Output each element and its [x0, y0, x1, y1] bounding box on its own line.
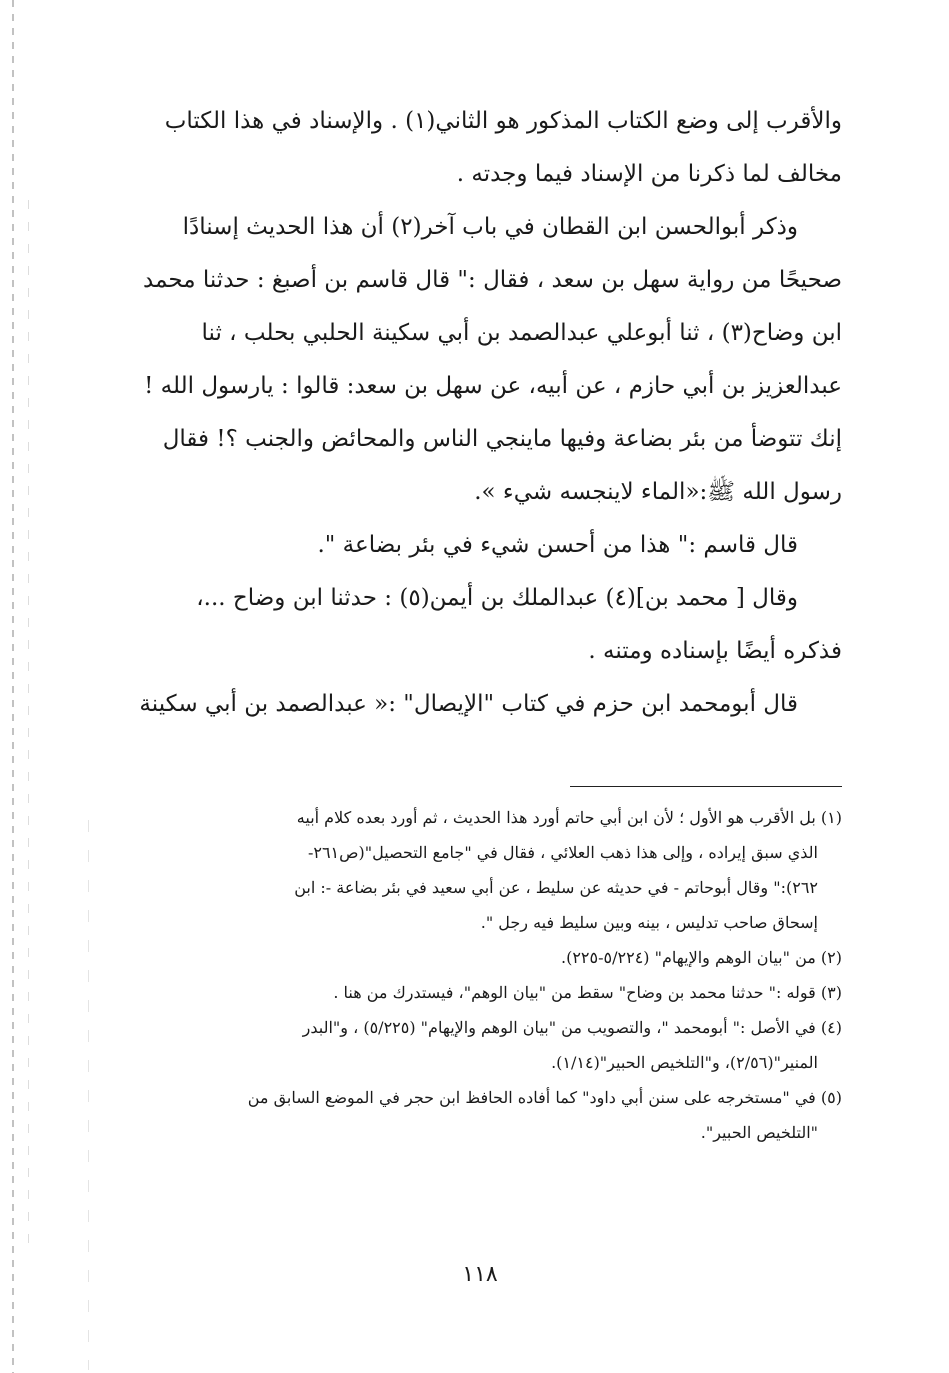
- footnote-separator: [570, 786, 842, 787]
- scan-edge-artifact: [12, 0, 14, 1373]
- footnote-line: (٢) من "بيان الوهم والإيهام" (٥/٢٢٤-٢٢٥).: [561, 948, 842, 967]
- text-line: والأقرب إلى وضع الكتاب المذكور هو الثاني(١) . والإسناد في هذا الكتاب: [164, 108, 842, 134]
- text-line: عبدالعزيز بن أبي حازم ، عن أبيه، عن سهل بن سعد: قالوا : يارسول الله !: [144, 373, 842, 399]
- footnote-line: المنير"(٢/٥٦)، و"التلخيص الحبير"(١/١٤).: [551, 1053, 818, 1072]
- text-line: مخالف لما ذكرنا من الإسناد فيما وجدته .: [456, 161, 842, 187]
- main-text: [130, 95, 842, 731]
- footnote-line: إسحاق صاحب تدليس ، بينه وبين سليط فيه رجل ".: [480, 913, 818, 932]
- text-line: ابن وضاح(٣) ، ثنا أبوعلي عبدالصمد بن أبي سكينة الحلبي بحلب ، ثنا: [201, 320, 842, 346]
- footnote-line: (٣) قوله :" حدثنا محمد بن وضاح" سقط من "بيان الوهم"، فيستدرك من هنا .: [333, 983, 842, 1002]
- text-line: صحيحًا من رواية سهل بن سعد ، فقال :" قال قاسم بن أصبغ : حدثنا محمد: [143, 267, 842, 293]
- footnote-line: ٢٦٢):" وقال أبوحاتم - في حديثه عن سليط ، عن أبي سعيد في بئر بضاعة -: ابن: [294, 878, 818, 897]
- text-line: قال أبومحمد ابن حزم في كتاب "الإيصال" :« عبدالصمد بن أبي سكينة: [139, 691, 798, 717]
- text-line: رسول الله ﷺ:«الماء لاينجسه شيء ».: [474, 479, 842, 505]
- text-line: فذكره أيضًا بإسناده ومتنه .: [588, 638, 842, 664]
- footnotes: [130, 800, 842, 1150]
- scan-edge-artifact: [88, 820, 89, 1370]
- page-number: ١١٨: [462, 1262, 498, 1287]
- text-line: إنك تتوضأ من بئر بضاعة وفيها ماينجي الناس والمحائض والجنب ؟! فقال: [162, 426, 842, 452]
- footnote-line: (١) بل الأقرب هو الأول ؛ لأن ابن أبي حاتم أورد هذا الحديث ، ثم أورد بعده كلام أبيه: [296, 808, 842, 827]
- text-line: وذكر أبوالحسن ابن القطان في باب آخر(٢) أن هذا الحديث إسنادًا: [182, 214, 798, 240]
- footnote-line: الذي سبق إيراده ، وإلى هذا ذهب العلائي ، فقال في "جامع التحصيل"(ص٢٦١-: [307, 843, 818, 862]
- scan-edge-artifact: [28, 200, 29, 1250]
- text-line: قال قاسم :" هذا من أحسن شيء في بئر بضاعة ".: [317, 532, 798, 558]
- footnote-line: (٥) في "مستخرجه على سنن أبي داود" كما أفاده الحافظ ابن حجر في الموضع السابق من: [247, 1088, 842, 1107]
- text-line: وقال [ محمد بن](٤) عبدالملك بن أيمن(٥) : حدثنا ابن وضاح ...،: [196, 585, 798, 611]
- footnote-line: "التلخيص الحبير".: [700, 1123, 818, 1142]
- footnote-line: (٤) في الأصل :" أبومحمد "، والتصويب من "بيان الوهم والإيهام" (٥/٢٢٥) ، و"البدر: [302, 1018, 842, 1037]
